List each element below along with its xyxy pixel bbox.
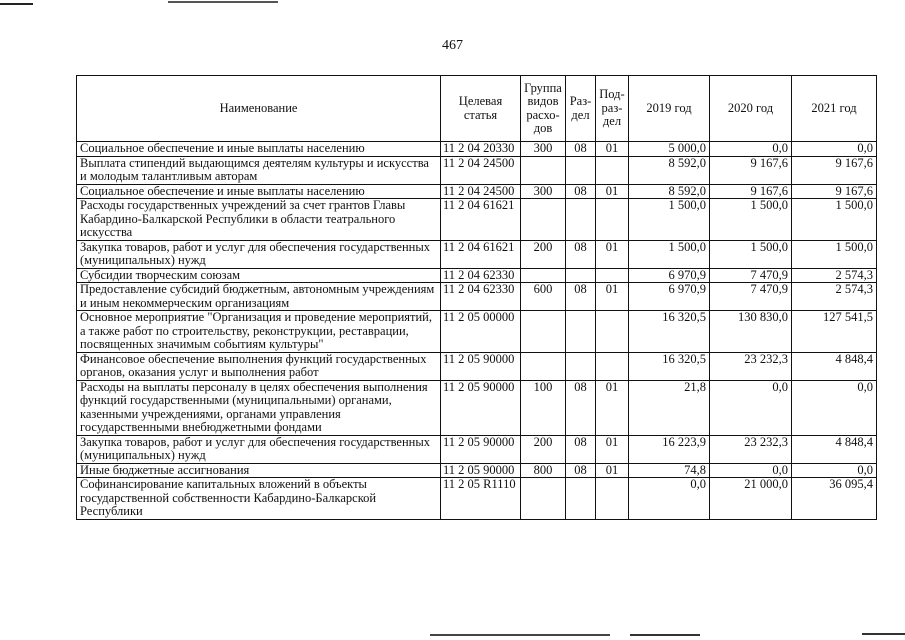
cell-name: Субсидии творческим союзам <box>77 268 441 283</box>
table-row <box>77 311 877 353</box>
cell-section: 08 <box>566 283 596 311</box>
cell-section: 08 <box>566 435 596 463</box>
cell-target: 11 2 04 62330 <box>441 268 521 283</box>
cell-2020: 0,0 <box>710 142 792 157</box>
page-number: 467 <box>442 38 463 53</box>
cell-target: 11 2 04 24500 <box>441 184 521 199</box>
budget-table <box>76 75 877 520</box>
cell-subsection <box>596 478 629 520</box>
cell-subsection <box>596 199 629 241</box>
cell-2021: 0,0 <box>792 142 877 157</box>
cell-2019: 16 320,5 <box>629 311 710 353</box>
scan-edge-mark <box>168 1 278 3</box>
cell-2019: 74,8 <box>629 463 710 478</box>
cell-target: 11 2 05 90000 <box>441 352 521 380</box>
cell-2020: 1 500,0 <box>710 240 792 268</box>
cell-name: Предоставление субсидий бюджетным, автономным учреждениям и иным некоммерческим организациям <box>77 283 441 311</box>
cell-name: Расходы на выплаты персоналу в целях обеспечения выполнения функций государственными (муниципальными) органами, казенными учреждениями, органами управления государственными внебюджетными фондами <box>77 380 441 435</box>
cell-2020: 21 000,0 <box>710 478 792 520</box>
header-2021: 2021 год <box>792 76 877 142</box>
table-row <box>77 380 877 435</box>
cell-section <box>566 352 596 380</box>
header-subsection: Под-раз-дел <box>596 76 629 142</box>
cell-name: Софинансирование капитальных вложений в объекты государственной собственности Кабардино-Балкарской Республики <box>77 478 441 520</box>
cell-2021: 1 500,0 <box>792 240 877 268</box>
scan-edge-mark <box>0 3 33 5</box>
cell-subsection: 01 <box>596 380 629 435</box>
header-section: Раз-дел <box>566 76 596 142</box>
scan-edge-mark <box>630 634 700 636</box>
cell-section <box>566 199 596 241</box>
cell-name: Социальное обеспечение и иные выплаты населению <box>77 184 441 199</box>
cell-target: 11 2 05 90000 <box>441 463 521 478</box>
cell-2021: 4 848,4 <box>792 352 877 380</box>
cell-2019: 16 320,5 <box>629 352 710 380</box>
cell-2021: 0,0 <box>792 380 877 435</box>
cell-expense-group: 200 <box>521 435 566 463</box>
cell-2019: 8 592,0 <box>629 184 710 199</box>
cell-name: Закупка товаров, работ и услуг для обеспечения государственных (муниципальных) нужд <box>77 435 441 463</box>
header-2020: 2020 год <box>710 76 792 142</box>
table-row <box>77 478 877 520</box>
cell-section: 08 <box>566 240 596 268</box>
cell-section: 08 <box>566 184 596 199</box>
cell-name: Социальное обеспечение и иные выплаты населению <box>77 142 441 157</box>
cell-target: 11 2 05 00000 <box>441 311 521 353</box>
cell-2019: 0,0 <box>629 478 710 520</box>
table-row <box>77 184 877 199</box>
header-name: Наименование <box>77 76 441 142</box>
table-row <box>77 156 877 184</box>
cell-section <box>566 478 596 520</box>
cell-subsection <box>596 352 629 380</box>
cell-2020: 130 830,0 <box>710 311 792 353</box>
cell-name: Иные бюджетные ассигнования <box>77 463 441 478</box>
cell-2020: 0,0 <box>710 380 792 435</box>
cell-section: 08 <box>566 380 596 435</box>
cell-section: 08 <box>566 142 596 157</box>
cell-section <box>566 268 596 283</box>
table-row <box>77 199 877 241</box>
table-row <box>77 463 877 478</box>
header-expense-group: Группа видов расхо-дов <box>521 76 566 142</box>
cell-expense-group: 800 <box>521 463 566 478</box>
cell-2021: 127 541,5 <box>792 311 877 353</box>
table-row <box>77 352 877 380</box>
cell-2019: 6 970,9 <box>629 268 710 283</box>
scan-edge-mark <box>862 633 905 635</box>
cell-subsection: 01 <box>596 463 629 478</box>
cell-expense-group <box>521 156 566 184</box>
cell-2021: 2 574,3 <box>792 283 877 311</box>
cell-2019: 6 970,9 <box>629 283 710 311</box>
cell-target: 11 2 05 90000 <box>441 435 521 463</box>
cell-2021: 36 095,4 <box>792 478 877 520</box>
cell-target: 11 2 05 R1110 <box>441 478 521 520</box>
cell-2021: 0,0 <box>792 463 877 478</box>
cell-expense-group <box>521 268 566 283</box>
header-row <box>77 76 877 142</box>
cell-section: 08 <box>566 463 596 478</box>
cell-2019: 8 592,0 <box>629 156 710 184</box>
cell-2019: 1 500,0 <box>629 199 710 241</box>
cell-expense-group <box>521 199 566 241</box>
table-row <box>77 435 877 463</box>
cell-expense-group <box>521 311 566 353</box>
cell-2021: 9 167,6 <box>792 184 877 199</box>
cell-2021: 9 167,6 <box>792 156 877 184</box>
cell-2021: 4 848,4 <box>792 435 877 463</box>
cell-section <box>566 156 596 184</box>
cell-subsection <box>596 311 629 353</box>
cell-2020: 7 470,9 <box>710 268 792 283</box>
header-2019: 2019 год <box>629 76 710 142</box>
cell-2020: 9 167,6 <box>710 156 792 184</box>
header-target: Целевая статья <box>441 76 521 142</box>
cell-expense-group: 600 <box>521 283 566 311</box>
cell-2020: 7 470,9 <box>710 283 792 311</box>
cell-expense-group: 100 <box>521 380 566 435</box>
cell-expense-group <box>521 352 566 380</box>
cell-2021: 2 574,3 <box>792 268 877 283</box>
table-row <box>77 283 877 311</box>
cell-name: Основное мероприятие "Организация и проведение мероприятий, а также работ по строительству, реконструкции, реставрации, посвященных значимым событиям культуры" <box>77 311 441 353</box>
cell-expense-group: 300 <box>521 142 566 157</box>
cell-2020: 1 500,0 <box>710 199 792 241</box>
table-row <box>77 142 877 157</box>
table-row <box>77 268 877 283</box>
cell-expense-group: 300 <box>521 184 566 199</box>
cell-subsection: 01 <box>596 240 629 268</box>
cell-expense-group <box>521 478 566 520</box>
cell-subsection <box>596 268 629 283</box>
cell-subsection <box>596 156 629 184</box>
cell-2021: 1 500,0 <box>792 199 877 241</box>
cell-2019: 16 223,9 <box>629 435 710 463</box>
cell-target: 11 2 04 62330 <box>441 283 521 311</box>
cell-name: Закупка товаров, работ и услуг для обеспечения государственных (муниципальных) нужд <box>77 240 441 268</box>
table-row <box>77 240 877 268</box>
cell-2019: 21,8 <box>629 380 710 435</box>
scan-edge-mark <box>430 634 610 636</box>
cell-2019: 5 000,0 <box>629 142 710 157</box>
cell-expense-group: 200 <box>521 240 566 268</box>
cell-target: 11 2 04 61621 <box>441 240 521 268</box>
cell-2020: 9 167,6 <box>710 184 792 199</box>
cell-subsection: 01 <box>596 184 629 199</box>
cell-2020: 23 232,3 <box>710 352 792 380</box>
cell-2019: 1 500,0 <box>629 240 710 268</box>
cell-section <box>566 311 596 353</box>
cell-target: 11 2 04 61621 <box>441 199 521 241</box>
cell-2020: 0,0 <box>710 463 792 478</box>
cell-target: 11 2 04 20330 <box>441 142 521 157</box>
cell-target: 11 2 04 24500 <box>441 156 521 184</box>
budget-table-body <box>77 142 877 520</box>
cell-target: 11 2 05 90000 <box>441 380 521 435</box>
cell-subsection: 01 <box>596 142 629 157</box>
cell-subsection: 01 <box>596 435 629 463</box>
cell-name: Расходы государственных учреждений за счет грантов Главы Кабардино-Балкарской Республики в области театрального искусства <box>77 199 441 241</box>
cell-2020: 23 232,3 <box>710 435 792 463</box>
cell-name: Выплата стипендий выдающимся деятелям культуры и искусства и молодым талантливым авторам <box>77 156 441 184</box>
cell-name: Финансовое обеспечение выполнения функций государственных органов, оказания услуг и выполнения работ <box>77 352 441 380</box>
cell-subsection: 01 <box>596 283 629 311</box>
